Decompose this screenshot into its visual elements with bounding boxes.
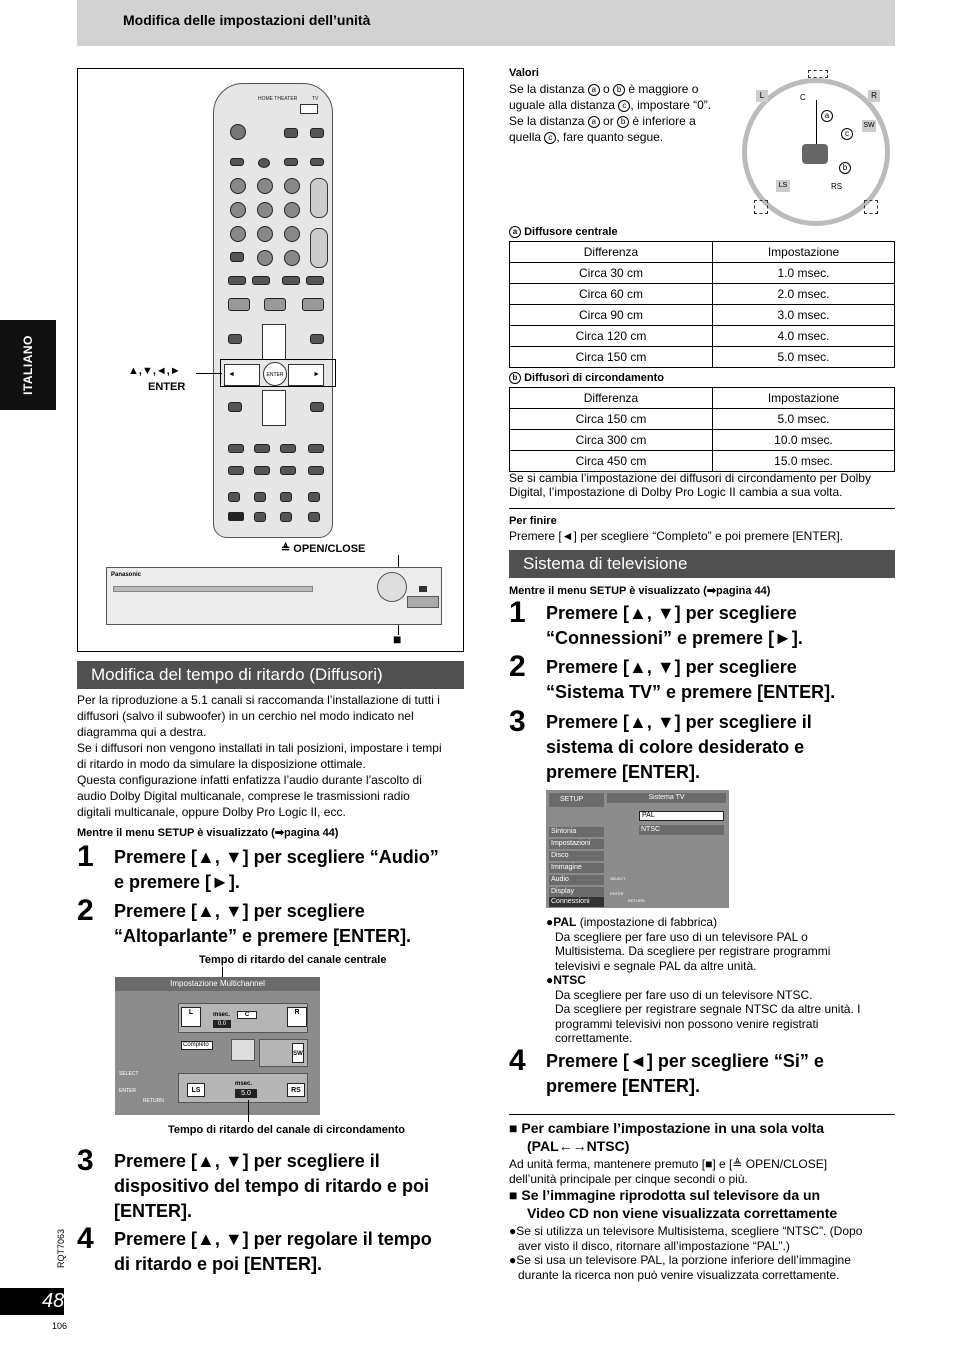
setup-menu-title: SETUP [549, 793, 604, 807]
step-line: [ENTER]. [114, 1201, 192, 1221]
option-pal[interactable]: PAL [639, 811, 724, 821]
cancel-button[interactable] [230, 252, 244, 262]
step-line: premere [ENTER]. [546, 1076, 701, 1096]
per-finire-text: Premere [◄] per scegliere “Completo” e poi premere [ENTER]. [509, 529, 843, 543]
av2-opt-button[interactable] [228, 444, 244, 453]
completo-button[interactable]: Completo [181, 1041, 213, 1050]
table-note [509, 471, 899, 499]
status-button[interactable] [228, 492, 240, 502]
speaker-sw: SW [292, 1043, 304, 1063]
page-header [77, 0, 895, 46]
valori-line: quella c , fare quanto segue. [509, 130, 664, 144]
play-button[interactable] [302, 298, 324, 311]
nav-highlight-box [220, 359, 336, 387]
diagram-a-marker: a [821, 110, 833, 122]
menu-item-impostazioni[interactable]: Impostazioni [549, 839, 604, 849]
left-setup-note: Mentre il menu SETUP è visualizzato (➡pagina 44) [77, 827, 339, 839]
caption-surround-delay: Tempo di ritardo del canale di circondamento [168, 1124, 405, 1136]
right-step-3-number: 3 [509, 705, 526, 738]
setup-menu-osd [546, 790, 729, 908]
skip-prev-button[interactable] [228, 276, 246, 285]
remote-home-theater-label: HOME THEATER [258, 96, 298, 102]
front-open-close-button[interactable] [419, 586, 427, 592]
menu-select-hint: SELECT [610, 876, 626, 881]
rec-button[interactable] [308, 466, 324, 475]
intro-line: Questa configurazione infatti enfatizza l’audio durante l’ascolto di [77, 773, 422, 787]
language-tab [0, 320, 56, 410]
intro-line: audio Dolby Digital multicanale, comprese le trasmissioni radio [77, 789, 410, 803]
dvd-button[interactable] [284, 128, 298, 138]
num-4-button[interactable] [230, 202, 246, 218]
table-row [510, 430, 895, 451]
right-step-1-number: 1 [509, 596, 526, 629]
table-row [510, 451, 895, 472]
enter-button[interactable]: ENTER [263, 362, 287, 386]
speaker-rs: RS [287, 1083, 305, 1097]
ntsc-heading [546, 973, 896, 988]
note2-bullet-1: ●Se si utilizza un televisore Multisistema, scegliere “NTSC”. (Dopo [509, 1224, 863, 1238]
note1-title [509, 1119, 899, 1155]
functions-button[interactable] [228, 402, 242, 412]
step-line: Premere [▲, ▼] per scegliere “Audio” [114, 847, 439, 867]
diagram-sw-label: SW [862, 120, 876, 132]
table-header: Differenza [510, 388, 713, 409]
table-cell: Circa 150 cm [510, 409, 713, 430]
note-line: Se si cambia l’impostazione dei diffusori di circondamento per Dolby [509, 471, 871, 485]
osd-enter-hint: ENTER [119, 1088, 136, 1094]
table2-title [509, 372, 664, 384]
pal-line: televisivi e segnale PAL da altre unità. [555, 958, 757, 973]
step-line: Premere [▲, ▼] per scegliere [546, 603, 797, 623]
note2-title-line: ■ Se l’immagine riprodotta sul televisore da un [509, 1187, 821, 1203]
per-finire-title: Per finire [509, 515, 557, 527]
surround-delay-table [509, 387, 895, 472]
menu-return-hint: RETURN [628, 898, 645, 903]
tv-system-panel-title: Sistema TV [607, 793, 726, 803]
step-line: e premere [►]. [114, 872, 240, 892]
osd-return-hint: RETURN [143, 1098, 164, 1104]
language-tab-label: ITALIANO [21, 335, 35, 395]
diagram-r-label: R [868, 90, 880, 102]
valori-title: Valori [509, 67, 539, 79]
marker-c: c [618, 100, 630, 112]
listener-seat-icon [231, 1039, 255, 1061]
table-cell: 1.0 msec. [713, 263, 895, 284]
marker-b: b [613, 84, 625, 96]
tv-system-section-title: Sistema di televisione [509, 550, 895, 578]
step-line: di ritardo e poi [ENTER]. [114, 1254, 323, 1274]
display-button[interactable] [230, 158, 244, 166]
left-step-3-number: 3 [77, 1144, 94, 1177]
diagram-l-label: L [756, 90, 768, 102]
menu-item-display[interactable]: Display [549, 887, 604, 897]
num-6-button[interactable] [284, 202, 300, 218]
menu-item-connessioni[interactable]: Connessioni [549, 897, 604, 907]
table-header: Differenza [510, 242, 713, 263]
num-3-button[interactable] [284, 178, 300, 194]
left-step-2-number: 2 [77, 894, 94, 927]
note1-title-line: ■ Per cambiare l’impostazione in una sola volta [509, 1120, 825, 1136]
step-line: Premere [▲, ▼] per scegliere [546, 657, 797, 677]
header-title: Modifica delle impostazioni dell’unità [123, 12, 371, 28]
step-line: “Sistema TV” e premere [ENTER]. [546, 682, 836, 702]
tv-options-description [546, 915, 896, 1046]
table-cell: 4.0 msec. [713, 326, 895, 347]
note-line: aver visto il disco, ritornare all’impostazione “PAL”.) [518, 1238, 790, 1253]
menu-item-immagine[interactable]: Immagine [549, 863, 604, 873]
disc-tray [113, 586, 313, 592]
right-step-2-text [546, 655, 896, 705]
muting-button[interactable] [308, 512, 320, 522]
pal-tag: (impostazione di fabbrica) [576, 915, 718, 929]
step-line: Premere [◄] per scegliere “Si” e [546, 1051, 824, 1071]
pal-line: Multisistema. Da scegliere per registrare programmi [555, 944, 831, 958]
up-arrow-button[interactable] [262, 324, 286, 360]
marker-a: a [588, 116, 600, 128]
input-select-button[interactable] [284, 158, 298, 166]
mode-switch[interactable] [300, 104, 318, 114]
document-code: RQT7063 [56, 1228, 66, 1268]
direct-navigator-button[interactable] [228, 334, 242, 344]
erase-button[interactable] [280, 466, 296, 475]
manual-skip-button[interactable] [280, 444, 296, 453]
intro-line: digitali multicanale, oppure Dolby Pro Logic II, ecc. [77, 805, 346, 819]
step-line: premere [ENTER]. [546, 762, 701, 782]
caption-surround-pointer [248, 1100, 249, 1122]
divider [509, 1114, 895, 1115]
valori-line: Se la distanza a o b è maggiore o [509, 82, 699, 96]
listener-chair-icon [802, 144, 828, 164]
table-cell: Circa 90 cm [510, 305, 713, 326]
table-cell: 5.0 msec. [713, 347, 895, 368]
divider [509, 508, 895, 509]
ntsc-line: Da scegliere per registrare segnale NTSC da altre unità. I [555, 1002, 861, 1016]
left-step-4-text [114, 1227, 474, 1277]
table-header: Impostazione [713, 242, 895, 263]
skip-next-button[interactable] [252, 276, 270, 285]
right-arrow-button[interactable]: ► [288, 364, 324, 386]
down-arrow-button[interactable] [262, 390, 286, 426]
valori-line: uguale alla distanza c , impostare “0”. [509, 98, 712, 112]
slow-search-fwd-button[interactable] [306, 276, 324, 285]
bullet-icon: ● [509, 1224, 517, 1238]
left-arrow-button[interactable]: ◄ [224, 364, 260, 386]
caption-center-delay: Tempo di ritardo del canale centrale [199, 954, 387, 966]
main-unit [106, 567, 442, 625]
note-line: Ad unità ferma, mantenere premuto [■] e [≜ OPEN/CLOSE] [509, 1157, 828, 1171]
nav-keys-label: ▲,▼,◄,► [128, 365, 181, 377]
return-button[interactable] [310, 402, 324, 412]
ten-plus-button[interactable] [284, 250, 300, 266]
stop-button[interactable] [228, 298, 250, 311]
step-line: sistema di colore desiderato e [546, 737, 805, 757]
note1-title-line: (PAL←→NTSC) [527, 1138, 630, 1154]
right-step-1-text [546, 601, 896, 651]
intro-line: Per la riproduzione a 5.1 canali si raccomanda l’installazione di tutti i [77, 693, 440, 707]
center-msec-label: msec. [213, 1012, 231, 1018]
num-5-button[interactable] [257, 202, 273, 218]
power-button[interactable] [230, 124, 246, 140]
center-speaker-icon [808, 70, 828, 78]
pal-heading [546, 915, 896, 930]
intro-line: Se i diffusori non vengono installati in tali posizioni, impostare i tempi [77, 741, 442, 755]
channel-rocker[interactable] [310, 178, 328, 218]
shift-button[interactable] [228, 512, 244, 521]
marker-b: b [617, 116, 629, 128]
stop-symbol-label: ■ [393, 631, 402, 647]
bullet-icon: ● [546, 973, 554, 987]
note-line: Digital, l’impostazione di Dolby Pro Logic II cambia a sua volta. [509, 485, 843, 499]
remote-control [213, 83, 333, 538]
step-line: Premere [▲, ▼] per scegliere il [546, 712, 812, 732]
position-button[interactable] [280, 492, 292, 502]
distance-a-line [816, 100, 817, 144]
option-ntsc[interactable]: NTSC [639, 825, 724, 835]
num-9-button[interactable] [284, 226, 300, 242]
note-line: durante la ricerca non può venire visualizzata correttamente. [518, 1267, 840, 1282]
center-delay-value[interactable]: 0.0 [213, 1020, 231, 1028]
marker-c: c [544, 132, 556, 144]
table-cell: Circa 150 cm [510, 347, 713, 368]
menu-item-sintonia[interactable]: Sintonia [549, 827, 604, 837]
right-setup-note: Mentre il menu SETUP è visualizzato (➡pagina 44) [509, 585, 771, 597]
table-cell: 10.0 msec. [713, 430, 895, 451]
diagram-c-marker: c [841, 128, 853, 140]
table2-marker: b [509, 372, 521, 384]
pal-line: Da scegliere per fare uso di un televisore PAL o [555, 929, 808, 944]
ntsc-label: NTSC [553, 973, 586, 987]
ls-speaker-icon [754, 200, 768, 214]
table-cell: 3.0 msec. [713, 305, 895, 326]
ntsc-line: correttamente. [555, 1031, 633, 1045]
page-sub-number: 106 [52, 1321, 68, 1331]
brand-logo: Panasonic [111, 572, 142, 578]
table-cell: 15.0 msec. [713, 451, 895, 472]
surround-delay-value[interactable]: 5.0 [235, 1089, 257, 1098]
front-panel-buttons [407, 596, 439, 608]
sw-level-button[interactable] [280, 512, 292, 522]
num-8-button[interactable] [257, 226, 273, 242]
left-step-2-text [114, 899, 474, 949]
note1-text [509, 1157, 899, 1186]
speaker-placement-diagram [738, 70, 893, 220]
ntsc-line: Da scegliere per fare uso di un televisore NTSC. [555, 987, 813, 1002]
marker-button[interactable] [254, 492, 266, 502]
pal-label: PAL [553, 915, 577, 929]
prog-check-button[interactable] [228, 466, 244, 475]
note2-title [509, 1186, 899, 1222]
diagram-ls-label: LS [776, 180, 790, 192]
volume-knob[interactable] [377, 572, 407, 602]
table-cell: Circa 300 cm [510, 430, 713, 451]
table-cell: 5.0 msec. [713, 409, 895, 430]
table-header-row [510, 388, 895, 409]
center-delay-table [509, 241, 895, 368]
right-step-4-text [546, 1049, 896, 1099]
diagram-b-marker: b [839, 162, 851, 174]
table-row [510, 263, 895, 284]
open-close-label: ≜ OPEN/CLOSE [281, 543, 366, 555]
eq-sfc-button[interactable] [254, 512, 266, 522]
table-row [510, 326, 895, 347]
left-step-1-number: 1 [77, 840, 94, 873]
left-step-4-number: 4 [77, 1222, 94, 1255]
diagram-rs-label: RS [831, 182, 843, 191]
valori-line: Se la distanza a or b è inferiore a [509, 114, 696, 128]
remote-figure [77, 68, 464, 652]
bullet-icon: ● [509, 1253, 517, 1267]
table1-title-text: Diffusore centrale [524, 226, 618, 238]
enter-key-label: ENTER [148, 381, 186, 393]
rec-mode-button[interactable] [308, 492, 320, 502]
multichannel-osd [115, 977, 320, 1115]
table-cell: Circa 30 cm [510, 263, 713, 284]
note2-bullets [509, 1224, 899, 1282]
square-bullet-icon: ■ [509, 1120, 522, 1136]
marker-a: a [588, 84, 600, 96]
direct-tv-rec-button[interactable] [258, 158, 270, 168]
time-slip-button[interactable] [308, 444, 324, 453]
step-line: dispositivo del tempo di ritardo e poi [114, 1176, 430, 1196]
surround-msec-label: msec. [235, 1081, 253, 1087]
delay-section-title: Modifica del tempo di ritardo (Diffusori) [77, 661, 464, 689]
menu-enter-hint: ENTER [610, 891, 624, 896]
delay-intro [77, 692, 467, 820]
speaker-r: R [287, 1007, 307, 1027]
num-0-button[interactable] [257, 250, 273, 266]
right-step-3-text [546, 710, 896, 785]
right-step-2-number: 2 [509, 650, 526, 683]
frame-button[interactable] [254, 444, 270, 453]
table-cell: Circa 120 cm [510, 326, 713, 347]
table-cell: Circa 450 cm [510, 451, 713, 472]
table-row [510, 305, 895, 326]
speaker-c: C [237, 1011, 257, 1019]
bullet-icon: ● [546, 915, 554, 929]
play-list-button[interactable] [310, 334, 324, 344]
menu-item-disco[interactable]: Disco [549, 851, 604, 861]
osd-select-hint: SELECT [119, 1071, 139, 1077]
table2-title-text: Diffusori di circondamento [524, 372, 665, 384]
intro-line: diagramma qui a destra. [77, 725, 207, 739]
page-number: 48 [0, 1288, 64, 1315]
table-cell: 2.0 msec. [713, 284, 895, 305]
menu-item-audio[interactable]: Audio [549, 875, 604, 885]
table-row [510, 347, 895, 368]
table-header-row [510, 242, 895, 263]
note-line: dell’unità principale per cinque secondi o più. [509, 1171, 748, 1186]
note2-bullet-2: ●Se si usa un televisore PAL, la porzione inferiore dell’immagine [509, 1253, 851, 1267]
timer-button[interactable] [254, 466, 270, 475]
av-button[interactable] [310, 158, 324, 166]
table-cell: Circa 60 cm [510, 284, 713, 305]
remote-tv-label: TV [312, 96, 319, 102]
table1-title [509, 226, 618, 238]
num-7-button[interactable] [230, 226, 246, 242]
volume-rocker[interactable] [310, 228, 328, 268]
fm-am-button[interactable] [310, 128, 324, 138]
speaker-l: L [181, 1007, 201, 1027]
osd-title: Impostazione Multichannel [115, 977, 320, 991]
square-bullet-icon: ■ [509, 1187, 522, 1203]
step-line: Premere [▲, ▼] per scegliere [114, 901, 365, 921]
nav-pointer-line [196, 373, 222, 374]
slow-search-rev-button[interactable] [282, 276, 300, 285]
rs-speaker-icon [864, 200, 878, 214]
step-line: Premere [▲, ▼] per regolare il tempo [114, 1229, 432, 1249]
intro-line: di ritardo in modo da simulare la disposizione ottimale. [77, 757, 366, 771]
left-step-1-text [114, 845, 474, 895]
diagram-c-label: C [800, 93, 806, 102]
note2-title-line: Video CD non viene visualizzata correttamente [527, 1205, 838, 1221]
step-line: “Connessioni” e premere [►]. [546, 628, 803, 648]
num-2-button[interactable] [257, 178, 273, 194]
step-line: “Altoparlante” e premere [ENTER]. [114, 926, 412, 946]
table-row [510, 284, 895, 305]
num-1-button[interactable] [230, 178, 246, 194]
ntsc-line: programmi televisivi non possono venire registrati [555, 1016, 819, 1031]
step-line: Premere [▲, ▼] per scegliere il [114, 1151, 380, 1171]
speaker-ls: LS [187, 1083, 205, 1097]
table-header: Impostazione [713, 388, 895, 409]
table-row [510, 409, 895, 430]
intro-line: diffusori (salvo il subwoofer) in un cerchio nel modo indicato nel [77, 709, 414, 723]
left-step-3-text [114, 1149, 474, 1224]
pause-button[interactable] [264, 298, 286, 311]
table1-marker: a [509, 226, 521, 238]
right-step-4-number: 4 [509, 1044, 526, 1077]
valori-text [509, 81, 734, 145]
